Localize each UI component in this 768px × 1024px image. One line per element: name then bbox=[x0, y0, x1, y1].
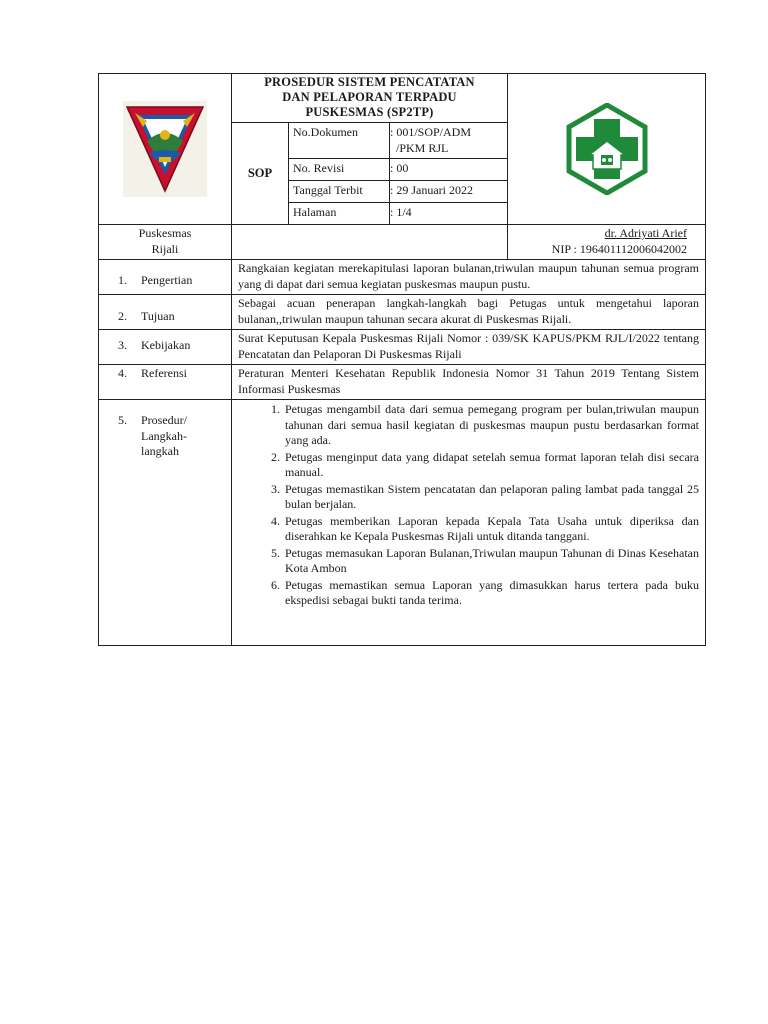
meta-label-tanggal: Tanggal Terbit bbox=[289, 181, 390, 203]
org-name-line-2: Rijali bbox=[151, 241, 179, 256]
section-title: Referensi bbox=[141, 366, 187, 380]
procedure-label-line-2: Langkah- bbox=[141, 428, 187, 443]
section-row-tujuan bbox=[99, 295, 706, 330]
meta-value-tanggal: : 29 Januari 2022 bbox=[390, 181, 508, 203]
section-text-kebijakan: Surat Keputusan Kepala Puskesmas Rijali Nomor : 039/SK KAPUS/PKM RJL/I/2022 tentang Pencatatan dan Pelaporan Di Puskesmas Rijali bbox=[232, 330, 706, 365]
meta-label-dokumen: No.Dokumen bbox=[289, 123, 390, 159]
section-title: Pengertian bbox=[141, 273, 193, 287]
right-logo-cell bbox=[508, 74, 706, 225]
section-title: Kebijakan bbox=[141, 338, 191, 352]
section-number: 3. bbox=[118, 338, 127, 352]
section-number: 1. bbox=[118, 273, 127, 287]
sop-document-table bbox=[98, 73, 706, 646]
procedure-label-line-1: Prosedur/ bbox=[141, 413, 187, 427]
procedure-step: 5. Petugas memasukan Laporan Bulanan,Triwulan maupun Tahunan di Dinas Kesehatan Kota Ambon bbox=[283, 546, 699, 577]
document-title bbox=[232, 74, 508, 123]
section-label-prosedur bbox=[99, 400, 232, 646]
org-name-line-1: Puskesmas bbox=[138, 226, 192, 240]
procedure-step: 3. Petugas memastikan Sistem pencatatan dan pelaporan paling lambat pada tanggal 25 bulan berjalan. bbox=[283, 482, 699, 513]
section-row-referensi bbox=[99, 365, 706, 400]
meta-value-dokumen-line-2: /PKM RJL bbox=[396, 140, 449, 155]
meta-label-halaman: Halaman bbox=[289, 203, 390, 225]
signer-name: dr. Adriyati Arief bbox=[604, 226, 687, 240]
title-line-2: DAN PELAPORAN TERPADU bbox=[282, 90, 457, 104]
procedure-step: 4. Petugas memberikan Laporan kepada Kepala Tata Usaha untuk diperiksa dan diserahkan ke Kepala Puskesmas Rijali untuk ditanda tanggani. bbox=[283, 514, 699, 545]
left-logo-cell bbox=[99, 74, 232, 225]
meta-value-halaman: : 1/4 bbox=[390, 203, 508, 225]
signer-nip: NIP : 196401112006042002 bbox=[551, 241, 687, 256]
section-row-prosedur bbox=[99, 400, 706, 646]
section-title: Tujuan bbox=[141, 309, 175, 323]
procedure-steps-cell bbox=[232, 400, 706, 646]
procedure-step: 6. Petugas memastikan semua Laporan yang dimasukkan harus tertera pada buku ekspedisi sebagai bukti tanda terima. bbox=[283, 578, 699, 609]
procedure-label-line-3: langkah bbox=[141, 444, 179, 458]
section-row-kebijakan bbox=[99, 330, 706, 365]
section-label-kebijakan bbox=[99, 330, 232, 365]
org-row-blank bbox=[232, 225, 508, 260]
section-row-pengertian bbox=[99, 260, 706, 295]
section-label-tujuan bbox=[99, 295, 232, 330]
procedure-step: 2. Petugas menginput data yang didapat setelah semua format laporan telah disi secara manual. bbox=[283, 450, 699, 481]
section-text-referensi: Peraturan Menteri Kesehatan Republik Indonesia Nomor 31 Tahun 2019 Tentang Sistem Informasi Puskesmas bbox=[232, 365, 706, 400]
org-name bbox=[99, 225, 232, 260]
header-row-title bbox=[99, 74, 706, 123]
section-number: 4. bbox=[118, 366, 127, 380]
sop-label: SOP bbox=[232, 123, 289, 225]
puskesmas-logo-icon bbox=[508, 103, 705, 195]
section-title bbox=[141, 413, 187, 460]
section-label-pengertian bbox=[99, 260, 232, 295]
meta-value-dokumen-line-1: : 001/SOP/ADM bbox=[390, 125, 472, 139]
section-label-referensi bbox=[99, 365, 232, 400]
kota-ambon-emblem-icon bbox=[99, 101, 231, 197]
meta-value-dokumen bbox=[390, 123, 508, 159]
title-line-1: PROSEDUR SISTEM PENCATATAN bbox=[264, 75, 475, 89]
section-text-pengertian: Rangkaian kegiatan merekapitulasi laporan bulanan,triwulan maupun tahunan semua program yang di dapat dari semua kegiatan puskesmas maupun pustu. bbox=[232, 260, 706, 295]
section-number: 5. bbox=[118, 413, 127, 427]
signer-block bbox=[508, 225, 706, 260]
title-line-3: PUSKESMAS (SP2TP) bbox=[305, 105, 434, 119]
procedure-steps-list bbox=[232, 400, 705, 612]
meta-label-revisi: No. Revisi bbox=[289, 159, 390, 181]
meta-value-revisi: : 00 bbox=[390, 159, 508, 181]
org-row bbox=[99, 225, 706, 260]
section-number: 2. bbox=[118, 309, 127, 323]
procedure-step: 1. Petugas mengambil data dari semua pemegang program per bulan,triwulan maupun tahunan dari semua hasil kegiatan di puskesmas maupun pustu berdasarkan format yang ada. bbox=[283, 402, 699, 449]
section-text-tujuan: Sebagai acuan penerapan langkah-langkah bagi Petugas untuk mengetahui laporan bulanan,,triwulan maupun tahunan secara akurat di Puskesmas Rijali. bbox=[232, 295, 706, 330]
